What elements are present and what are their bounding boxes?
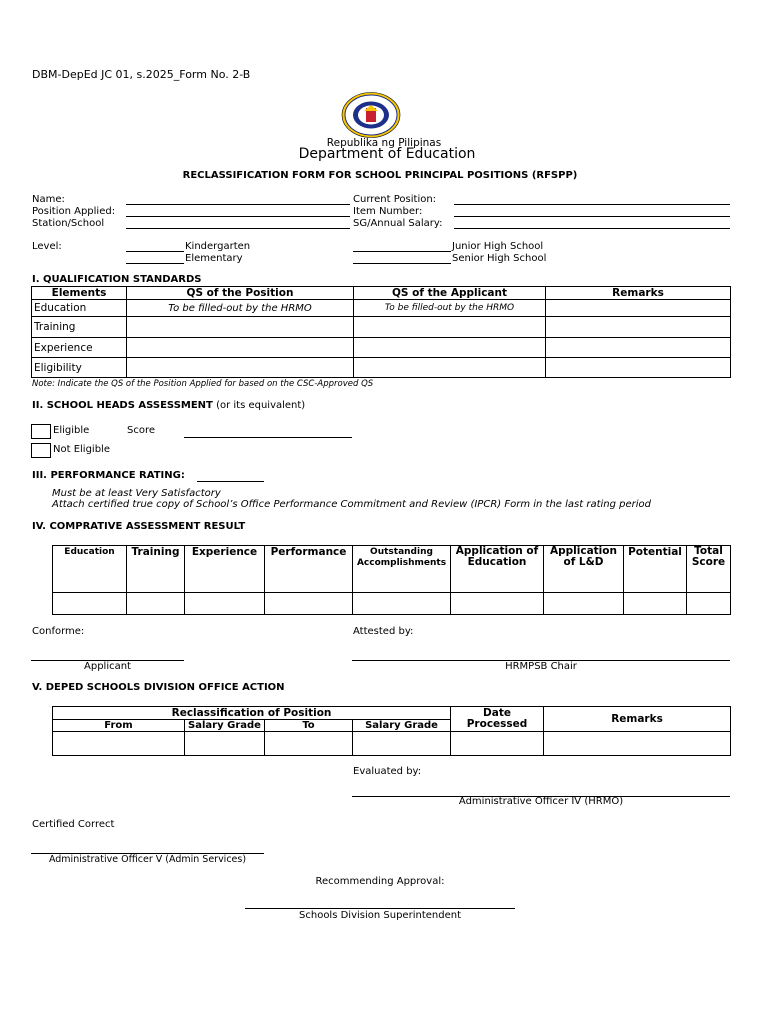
form-title: RECLASSIFICATION FORM FOR SCHOOL PRINCIPAL POSITIONS (RFSPP) [182, 170, 578, 181]
score-line[interactable] [184, 437, 352, 438]
qs-heading: I. QUALIFICATION STANDARDS [32, 274, 202, 285]
car-cell-total[interactable] [687, 593, 731, 615]
department-title: Department of Education [298, 146, 476, 162]
car-col-app-ld: Application of L&D [544, 546, 624, 593]
deped-seal-icon [340, 91, 402, 139]
qs-eligibility-applicant[interactable] [354, 358, 546, 378]
republic-label: Republika ng Pilipinas [326, 137, 442, 149]
kindergarten-label: Kindergarten [185, 241, 251, 252]
sdo-date-processed-header: Date Processed [451, 707, 544, 732]
perf-heading: III. PERFORMANCE RATING: [32, 470, 185, 481]
qs-eligibility-position[interactable] [127, 358, 354, 378]
not-eligible-label: Not Eligible [53, 444, 110, 455]
ao4-label: Administrative Officer IV (HRMO) [458, 796, 624, 807]
recommending-label: Recommending Approval: [315, 876, 445, 887]
qs-row-eligibility: Eligibility [32, 358, 127, 378]
sha-heading: II. SCHOOL HEADS ASSESSMENT [32, 400, 213, 411]
not-eligible-checkbox[interactable] [31, 443, 51, 458]
car-col-experience: Experience [185, 546, 265, 593]
qs-col-position: QS of the Position [127, 287, 354, 300]
car-cell-training[interactable] [127, 593, 185, 615]
qs-row-training: Training [32, 317, 127, 338]
qs-row-education: Education [32, 300, 127, 317]
perf-line2: Attach certified true copy of School’s Office Performance Commitment and Review (IPCR) Form in the last rating period [52, 499, 652, 510]
qs-eligibility-remarks[interactable] [546, 358, 731, 378]
level-label: Level: [32, 241, 62, 252]
junior-high-label: Junior High School [452, 241, 544, 252]
qs-training-remarks[interactable] [546, 317, 731, 338]
qs-training-applicant[interactable] [354, 317, 546, 338]
station-line[interactable] [126, 228, 350, 229]
evaluated-label: Evaluated by: [353, 766, 422, 777]
qs-education-position: To be filled-out by the HRMO [127, 300, 354, 317]
sdo-salary-grade-1-header: Salary Grade [185, 720, 265, 732]
sdo-heading: V. DEPED SCHOOLS DIVISION OFFICE ACTION [32, 682, 285, 693]
sdo-from-header: From [53, 720, 185, 732]
sha-heading-suffix: (or its equivalent) [216, 400, 306, 411]
car-col-potential: Potential [624, 546, 687, 593]
sdo-reclass-header: Reclassification of Position [53, 707, 451, 720]
qs-col-remarks: Remarks [546, 287, 731, 300]
name-line[interactable] [126, 204, 350, 205]
car-col-app-education: Application of Education [451, 546, 544, 593]
sdo-cell-remarks[interactable] [544, 732, 731, 756]
junior-high-line[interactable] [353, 251, 451, 252]
position-applied-line[interactable] [126, 216, 350, 217]
car-cell-performance[interactable] [265, 593, 353, 615]
current-position-line[interactable] [454, 204, 730, 205]
sdo-cell-from[interactable] [53, 732, 185, 756]
eligible-checkbox[interactable] [31, 424, 51, 439]
sdo-cell-sg2[interactable] [353, 732, 451, 756]
qs-experience-remarks[interactable] [546, 338, 731, 358]
ao5-label: Administrative Officer V (Admin Services) [48, 854, 247, 865]
qs-education-remarks[interactable] [546, 300, 731, 317]
senior-high-line[interactable] [353, 263, 451, 264]
car-table [52, 545, 731, 615]
elementary-line[interactable] [126, 263, 184, 264]
kindergarten-line[interactable] [126, 251, 184, 252]
car-cell-experience[interactable] [185, 593, 265, 615]
car-heading: IV. COMPRATIVE ASSESSMENT RESULT [32, 521, 246, 532]
item-number-line[interactable] [454, 216, 730, 217]
sdo-cell-date[interactable] [451, 732, 544, 756]
perf-line1: Must be at least Very Satisfactory [52, 488, 221, 499]
conforme-label: Conforme: [32, 626, 85, 637]
position-applied-label: Position Applied: [32, 206, 116, 217]
car-cell-app-ld[interactable] [544, 593, 624, 615]
station-label: Station/School [32, 218, 105, 229]
sdo-remarks-header: Remarks [544, 707, 731, 732]
certified-label: Certified Correct [32, 819, 115, 830]
car-cell-potential[interactable] [624, 593, 687, 615]
qs-table [31, 286, 731, 378]
elementary-label: Elementary [185, 253, 243, 264]
sds-label: Schools Division Superintendent [299, 910, 461, 921]
current-position-label: Current Position: [353, 194, 437, 205]
sg-salary-line[interactable] [454, 228, 730, 229]
applicant-label: Applicant [84, 661, 131, 672]
sg-salary-label: SG/Annual Salary: [353, 218, 443, 229]
sdo-cell-to[interactable] [265, 732, 353, 756]
perf-rating-line[interactable] [197, 481, 264, 482]
qs-experience-applicant[interactable] [354, 338, 546, 358]
attested-label: Attested by: [353, 626, 414, 637]
sdo-cell-sg1[interactable] [185, 732, 265, 756]
hrmpsb-label: HRMPSB Chair [505, 661, 577, 672]
item-number-label: Item Number: [353, 206, 423, 217]
eligible-label: Eligible [53, 425, 90, 436]
sdo-table [52, 706, 731, 756]
qs-note: Note: Indicate the QS of the Position Applied for based on the CSC-Approved QS [32, 379, 374, 389]
qs-training-position[interactable] [127, 317, 354, 338]
sds-signature-line[interactable] [245, 908, 515, 909]
car-col-outstanding: Outstanding Accomplishments [353, 546, 451, 593]
car-cell-outstanding[interactable] [353, 593, 451, 615]
car-cell-app-education[interactable] [451, 593, 544, 615]
score-label: Score [127, 425, 156, 436]
senior-high-label: Senior High School [452, 253, 547, 264]
qs-education-applicant: To be filled-out by the HRMO [354, 300, 546, 317]
car-col-performance: Performance [265, 546, 353, 593]
qs-col-elements: Elements [32, 287, 127, 300]
car-col-total: Total Score [687, 546, 731, 593]
qs-experience-position[interactable] [127, 338, 354, 358]
car-cell-education[interactable] [53, 593, 127, 615]
name-label: Name: [32, 194, 65, 205]
form-code: DBM-DepEd JC 01, s.2025_Form No. 2-B [32, 68, 251, 81]
sdo-to-header: To [265, 720, 353, 732]
qs-col-applicant: QS of the Applicant [354, 287, 546, 300]
sdo-salary-grade-2-header: Salary Grade [353, 720, 451, 732]
qs-row-experience: Experience [32, 338, 127, 358]
car-col-education: Education [53, 546, 127, 593]
car-col-training: Training [127, 546, 185, 593]
sha-heading-row [32, 400, 305, 411]
